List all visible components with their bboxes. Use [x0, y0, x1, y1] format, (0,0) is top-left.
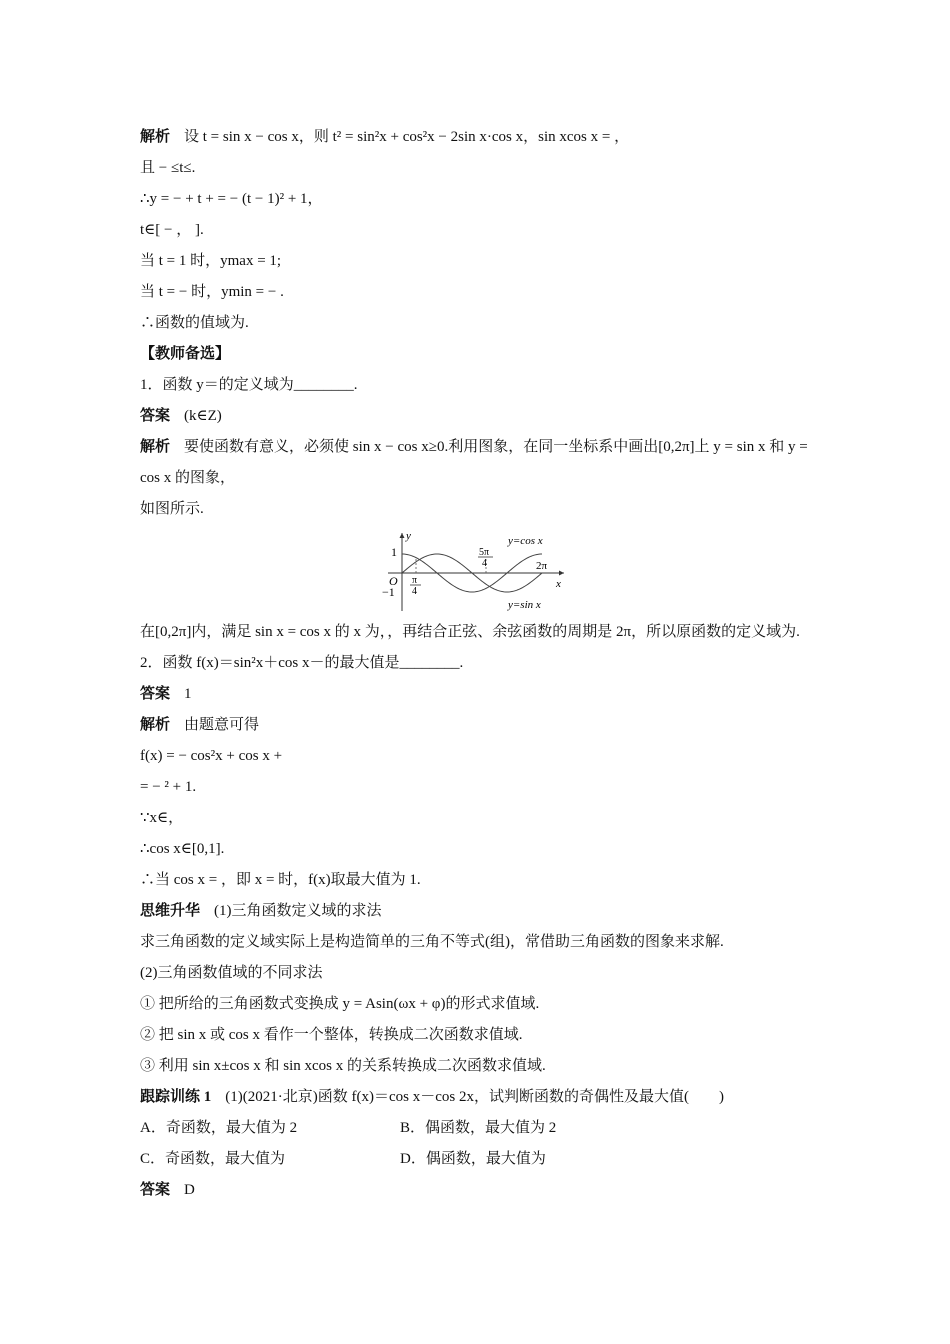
solution-line-7: ∴函数的值域为. [140, 315, 249, 331]
teacher-section-heading: 【教师备选】 [140, 346, 231, 362]
choice-row-1 [140, 1113, 812, 1144]
sin-curve-label: y=sin x [508, 599, 541, 611]
5pi4-numerator: 5π [479, 547, 490, 558]
tick-label-one: 1 [391, 545, 397, 559]
two-pi-label: 2π [536, 560, 548, 572]
answer-label: 答案 [140, 1182, 171, 1198]
solution-line-5: 当 t = 1 时，ymax = 1; [140, 253, 282, 269]
practice-question: 跟踪训练 1 (1)(2021·北京)函数 f(x)＝cos x－cos 2x，试判断函数的奇偶性及最大值( ) [140, 1089, 724, 1105]
analysis-2-line-5: ∴cos x∈[0,1]. [140, 841, 225, 857]
graph-svg [378, 529, 568, 613]
cos-curve-label: y=cos x [508, 535, 543, 547]
x-axis-arrow-icon [559, 571, 564, 576]
analysis-2-line-3: = − ² + 1. [140, 779, 197, 795]
origin-label: O [389, 574, 398, 588]
answer-label: 答案 [140, 408, 171, 424]
document-page [140, 122, 812, 1206]
pi4-denominator: 4 [412, 586, 417, 597]
y-axis-arrow-icon [400, 533, 405, 538]
y-axis-label: y [406, 530, 411, 542]
choice-c: C．奇函数，最大值为 [140, 1151, 286, 1167]
summary-line-4: ① 把所给的三角函数式变换成 y = Asin(ωx + φ)的形式求值域. [140, 996, 540, 1012]
choice-row-2 [140, 1144, 812, 1175]
solution-line-2: 且 − ≤t≤. [140, 160, 196, 176]
analysis-2-line-2: f(x) = − cos²x + cos x + [140, 748, 283, 764]
5pi4-denominator: 4 [482, 558, 487, 569]
analysis-1: 解析 要使函数有意义，必须使 sin x − cos x≥0.利用图象，在同一坐标系中画出[0,2π]上 y = sin x 和 y = cos x 的图象， [140, 439, 808, 486]
tick-label-neg-one: −1 [382, 585, 395, 599]
thinking-summary: 思维升华 (1)三角函数定义域的求法 [140, 903, 382, 919]
solution-label: 解析 [140, 129, 171, 145]
question-1: 1．函数 y＝的定义域为________. [140, 377, 358, 393]
practice-label: 跟踪训练 1 [140, 1089, 212, 1105]
figure-caption-line: 如图所示. [140, 501, 204, 517]
analysis-2: 解析 由题意可得 [140, 717, 260, 733]
analysis-2-line-4: ∵x∈， [140, 810, 184, 826]
summary-line-6: ③ 利用 sin x±cos x 和 sin xcos x 的关系转换成二次函数求值域. [140, 1058, 546, 1074]
summary-label: 思维升华 [140, 903, 201, 919]
final-answer: 答案 D [140, 1182, 195, 1198]
analysis-2-line-6: ∴当 cos x = ，即 x = 时，f(x)取最大值为 1. [140, 872, 421, 888]
question-2: 2．函数 f(x)＝sin²x＋cos x－的最大值是________. [140, 655, 464, 671]
analysis-label: 解析 [140, 439, 171, 455]
sin-cos-graph [140, 529, 812, 615]
answer-label: 答案 [140, 686, 171, 702]
summary-line-5: ② 把 sin x 或 cos x 看作一个整体，转换成二次函数求值域. [140, 1027, 523, 1043]
analysis-label: 解析 [140, 717, 171, 733]
analysis-1-conclusion: 在[0,2π]内，满足 sin x = cos x 的 x 为，，再结合正弦、余弦函数的周期是 2π，所以原函数的定义域为. [140, 624, 800, 640]
x-axis-label: x [556, 578, 561, 590]
answer-1: 答案 (k∈Z) [140, 408, 222, 424]
pi4-numerator: π [412, 575, 418, 586]
choice-b: B．偶函数，最大值为 2 [400, 1120, 557, 1136]
solution-line-6: 当 t = − 时，ymin = − . [140, 284, 284, 300]
solution-line-4: t∈[ − ， ]. [140, 222, 204, 238]
answer-2: 答案 1 [140, 686, 192, 702]
summary-line-3: (2)三角函数值域的不同求法 [140, 965, 323, 981]
solution-line-3: ∴y = − + t + = − (t − 1)² + 1， [140, 191, 323, 207]
summary-line-2: 求三角函数的定义域实际上是构造简单的三角不等式(组)，常借助三角函数的图象来求解. [140, 934, 724, 950]
choice-d: D．偶函数，最大值为 [400, 1151, 546, 1167]
solution-line-1: 解析 设 t = sin x − cos x，则 t² = sin²x + cos²x − 2sin x·cos x，sin xcos x = ， [140, 129, 630, 145]
choice-a: A．奇函数，最大值为 2 [140, 1120, 298, 1136]
